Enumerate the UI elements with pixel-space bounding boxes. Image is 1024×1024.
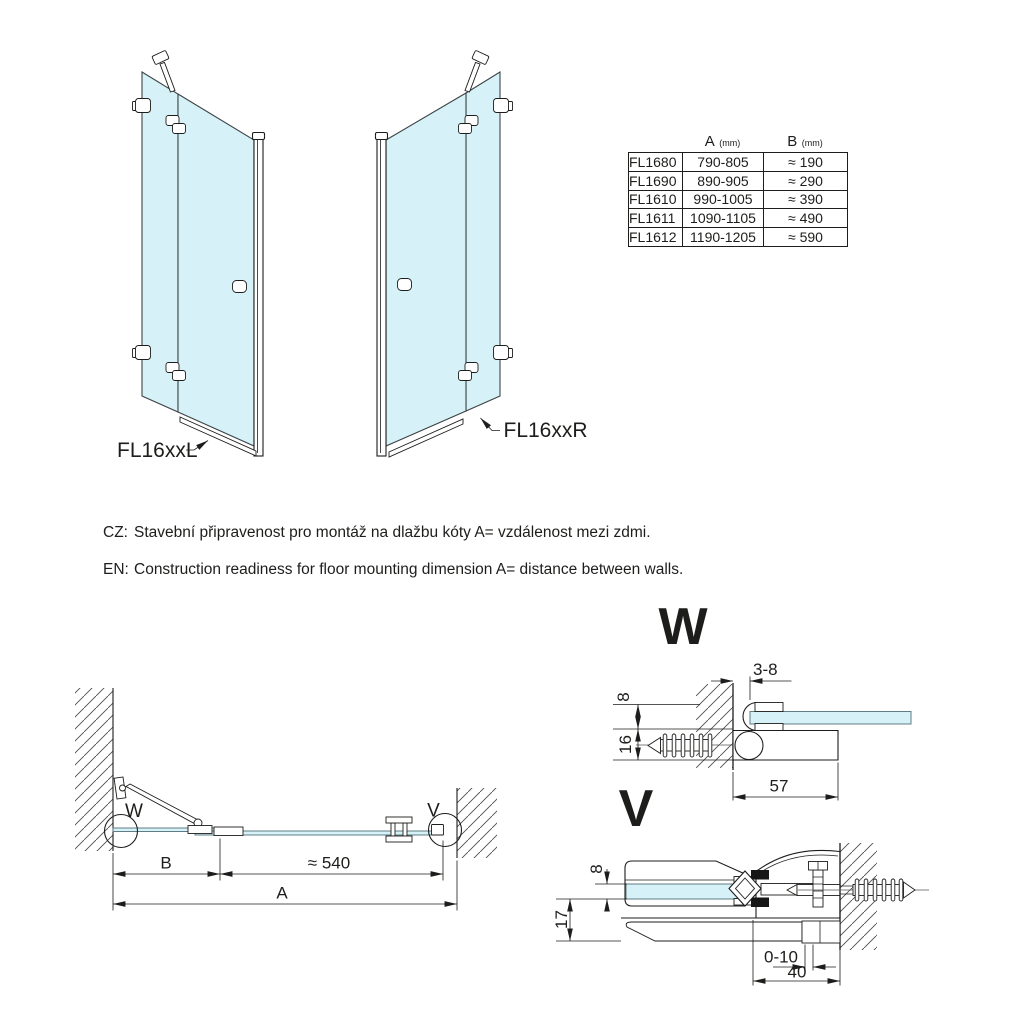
plan-marker-w: W (125, 801, 143, 822)
door-left-label: FL16xxL (117, 439, 198, 462)
door-left-handle (233, 281, 247, 293)
note-en-text: Construction readiness for floor mounting dimension A= distance between walls. (134, 561, 684, 578)
plan-end-cap (432, 825, 444, 836)
door-right-support-bracket (472, 50, 489, 64)
cell-a-range: 1090-1105 (683, 209, 764, 228)
door-right-door-panel (386, 93, 466, 446)
detail-w-dim-glass: 8 (614, 692, 633, 702)
cell-a-range: 890-905 (683, 171, 764, 190)
door-left-wall-profile (254, 136, 263, 456)
column-header-b: B (mm) (787, 133, 823, 150)
note-en (103, 560, 683, 579)
dimension-table-header (628, 130, 848, 152)
door-left-support-bracket (152, 50, 169, 64)
plan-left-wall-hatch (75, 688, 113, 851)
note-cz (103, 523, 651, 542)
detail-w-dim-wall-gap: 3-8 (753, 660, 778, 679)
plan-hinge (188, 826, 212, 834)
door-right-label-arrow (481, 418, 501, 431)
table-row (629, 171, 848, 190)
detail-w-hinge-knuckle (735, 732, 763, 760)
detail-v-shelf (626, 922, 802, 941)
detail-w-drawing (613, 598, 911, 801)
detail-v-gasket-bottom (751, 898, 769, 908)
detail-v-gasket-top (751, 870, 769, 880)
plan-right-wall-hatch (457, 788, 497, 858)
plan-handle (386, 817, 412, 842)
detail-v-shelf-block (802, 921, 840, 943)
dimension-table (628, 130, 848, 247)
cell-a-range: 990-1005 (683, 190, 764, 209)
detail-v-dim-glass: 8 (587, 864, 606, 874)
cell-model: FL1690 (629, 171, 683, 190)
door-right-handle (398, 279, 412, 291)
plan-dim-a: A (276, 883, 288, 903)
cell-model: FL1610 (629, 190, 683, 209)
table-row (629, 153, 848, 172)
note-cz-text: Stavební připravenost pro montáž na dlažbu kóty A= vzdálenost mezi zdmi. (134, 524, 651, 541)
cell-model: FL1611 (629, 209, 683, 228)
cell-model: FL1612 (629, 228, 683, 247)
door-right-label: FL16xxR (503, 419, 588, 442)
table-row (629, 228, 848, 247)
door-right-drawing (376, 50, 588, 457)
detail-v-title: V (618, 780, 654, 838)
plan-dim-door: ≈ 540 (307, 853, 351, 873)
detail-w-dim-depth: 57 (769, 776, 789, 796)
column-header-a: A (mm) (704, 133, 741, 150)
detail-w-title: W (658, 598, 708, 656)
detail-w-glass (750, 712, 911, 725)
detail-w-dim-anchor: 16 (616, 735, 635, 754)
note-en-prefix: EN: (103, 561, 129, 578)
detail-v-drawing (552, 780, 929, 986)
note-cz-prefix: CZ: (103, 524, 128, 541)
detail-v-dim-adjust: 0-10 (763, 947, 799, 967)
cell-a-range: 1190-1205 (683, 228, 764, 247)
door-left-drawing (117, 50, 265, 462)
cell-a-range: 790-805 (683, 153, 764, 172)
table-row (629, 190, 848, 209)
detail-v-dim-height: 17 (552, 910, 571, 929)
cell-b-value: ≈ 590 (764, 228, 848, 247)
door-right-wall-profile (377, 136, 386, 456)
table-row (629, 209, 848, 228)
detail-v-dim-depth: 40 (787, 962, 807, 982)
cell-model: FL1680 (629, 153, 683, 172)
cell-b-value: ≈ 290 (764, 171, 848, 190)
plan-view-drawing (75, 688, 497, 911)
plan-door-profile (214, 827, 243, 836)
cell-b-value: ≈ 390 (764, 190, 848, 209)
plan-marker-v: V (427, 800, 440, 822)
cell-b-value: ≈ 190 (764, 153, 848, 172)
door-left-door-panel (178, 94, 254, 446)
cell-b-value: ≈ 490 (764, 209, 848, 228)
plan-dim-b: B (160, 853, 172, 873)
